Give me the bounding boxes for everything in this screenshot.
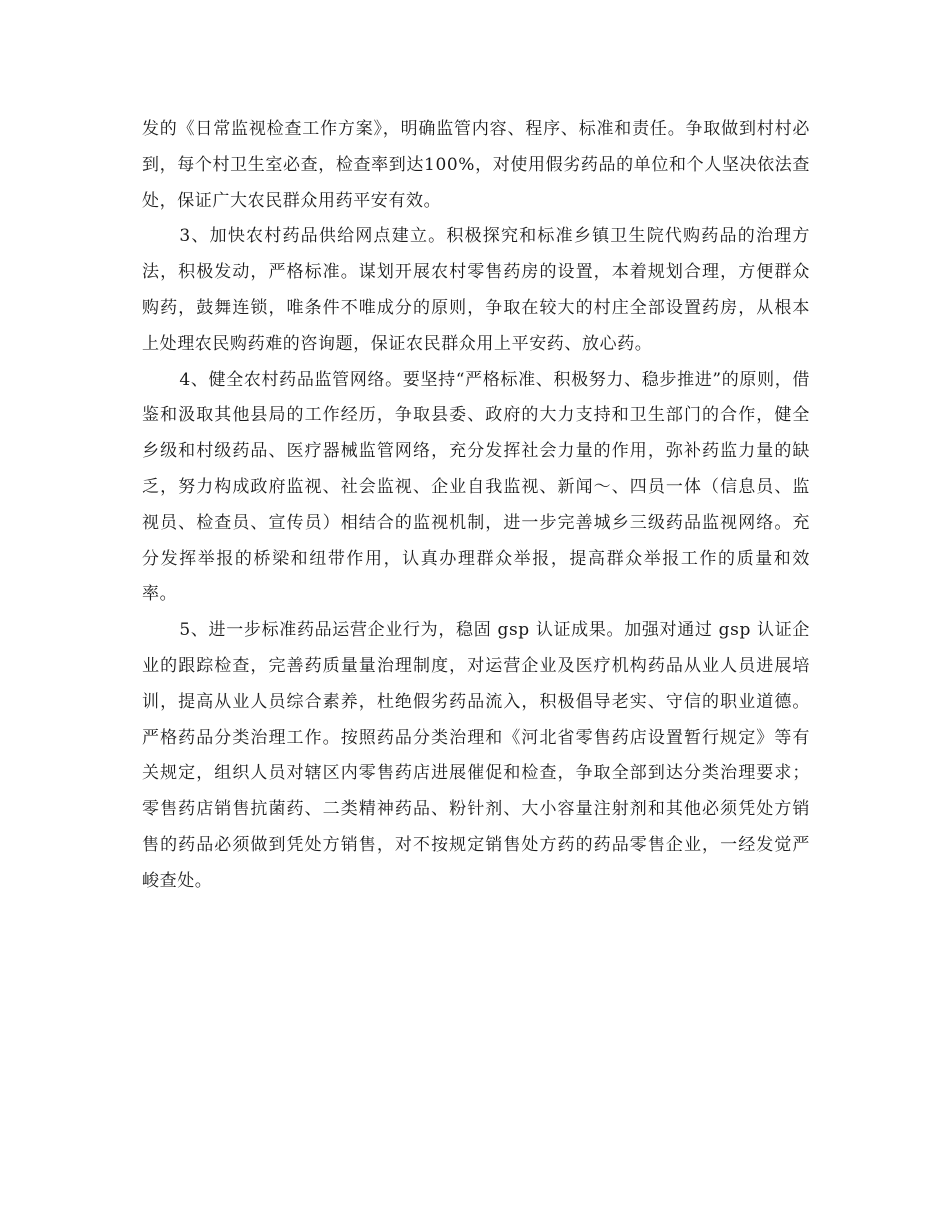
paragraph-continuation: 发的《日常监视检查工作方案》，明确监管内容、程序、标准和责任。争取做到村村必到，每个村卫生室必查，检查率到达100%，对使用假劣药品的单位和个人坚决依法查处，保证广大农民群众用药平安有效。: [142, 119, 810, 211]
paragraph-item-4: 4、健全农村药品监管网络。要坚持“严格标准、积极努力、稳步推进”的原则，借鉴和汲取其他县局的工作经历，争取县委、政府的大力支持和卫生部门的合作，健全乡级和村级药品、医疗器械监管网络，充分发挥社会力量的作用，弥补药监力量的缺乏，努力构成政府监视、社会监视、企业自我监视、新闻～、四员一体（信息员、监视员、检查员、宣传员）相结合的监视机制，进一步完善城乡三级药品监视网络。充分发挥举报的桥梁和纽带作用，认真办理群众举报，提高群众举报工作的质量和效率。: [142, 369, 810, 605]
document-body: [142, 112, 810, 900]
paragraph-item-3: 3、加快农村药品供给网点建立。积极探究和标准乡镇卫生院代购药品的治理方法，积极发动，严格标准。谋划开展农村零售药房的设置，本着规划合理，方便群众购药，鼓舞连锁，唯条件不唯成分的原则，争取在较大的村庄全部设置药房，从根本上处理农民购药难的咨询题，保证农民群众用上平安药、放心药。: [142, 226, 810, 354]
paragraph-item-5: 5、进一步标准药品运营企业行为，稳固 gsp 认证成果。加强对通过 gsp 认证企业的跟踪检查，完善药质量量治理制度，对运营企业及医疗机构药品从业人员进展培训，提高从业人员综合素养，杜绝假劣药品流入，积极倡导老实、守信的职业道德。严格药品分类治理工作。按照药品分类治理和《河北省零售药店设置暂行规定》等有关规定，组织人员对辖区内零售药店进展催促和检查，争取全部到达分类治理要求；零售药店销售抗菌药、二类精神药品、粉针剂、大小容量注射剂和其他必须凭处方销售的药品必须做到凭处方销售，对不按规定销售处方药的药品零售企业，一经发觉严峻查处。: [142, 620, 810, 891]
